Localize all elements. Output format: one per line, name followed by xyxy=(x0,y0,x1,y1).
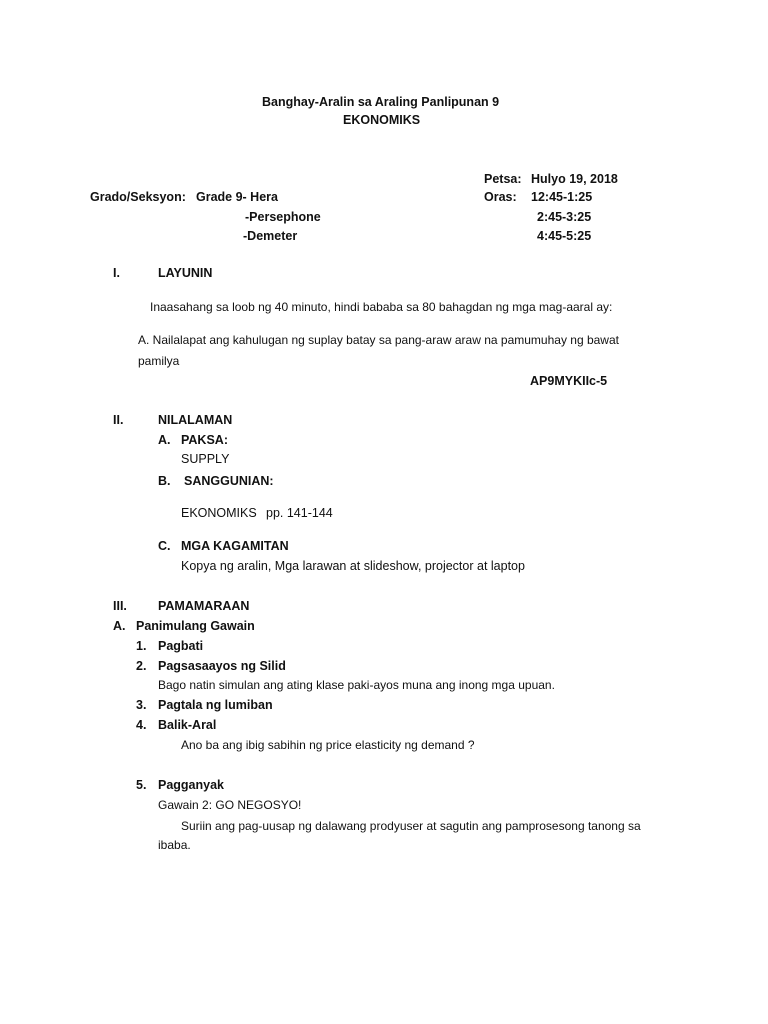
section-3-number: III. xyxy=(113,599,127,613)
sanggunian-title: SANGGUNIAN: xyxy=(184,474,274,488)
list-item-detail: Gawain 2: GO NEGOSYO! xyxy=(158,798,302,812)
list-item-detail: Ano ba ang ibig sabihin ng price elasticity ng demand ? xyxy=(181,738,475,752)
sanggunian-label: B. xyxy=(158,474,171,488)
list-item-number: 2. xyxy=(136,659,147,673)
list-item-title: Pagtala ng lumiban xyxy=(158,698,273,712)
section-demeter: -Demeter xyxy=(243,229,298,243)
section-2-number: II. xyxy=(113,413,124,427)
list-item-title: Pagsasaayos ng Silid xyxy=(158,659,286,673)
oras-label: Oras: xyxy=(484,190,517,204)
list-item-detail: Bago natin simulan ang ating klase paki-ayos muna ang inong mga upuan. xyxy=(158,678,555,692)
section-1-title: LAYUNIN xyxy=(158,266,213,280)
objective-a-line-1: A. Nailalapat ang kahulugan ng suplay batay sa pang-araw araw na pamumuhay ng bawat xyxy=(138,333,619,347)
kagamitan-title: MGA KAGAMITAN xyxy=(181,539,289,553)
section-1-intro: Inaasahang sa loob ng 40 minuto, hindi bababa sa 80 bahagdan ng mga mag-aaral ay: xyxy=(150,300,613,314)
oras-value-3: 4:45-5:25 xyxy=(537,229,592,243)
petsa-value: Hulyo 19, 2018 xyxy=(531,172,618,186)
list-item-title: Pagganyak xyxy=(158,778,225,792)
list-item-number: 3. xyxy=(136,698,147,712)
list-item-detail-line: ibaba. xyxy=(158,838,191,852)
document-title: Banghay-Aralin sa Araling Panlipunan 9 xyxy=(262,95,500,109)
section-1-number: I. xyxy=(113,266,120,280)
oras-value-1: 12:45-1:25 xyxy=(531,190,593,204)
sanggunian-book: EKONOMIKS xyxy=(181,506,257,520)
section-3-title: PAMAMARAAN xyxy=(158,599,250,613)
list-item-number: 1. xyxy=(136,639,147,653)
grado-label: Grado/Seksyon: xyxy=(90,190,186,204)
petsa-label: Petsa: xyxy=(484,172,522,186)
list-item-title: Balik-Aral xyxy=(158,718,217,732)
document-subtitle: EKONOMIKS xyxy=(343,113,421,127)
objective-a-line-2: pamilya xyxy=(138,354,180,368)
paksa-title: PAKSA: xyxy=(181,433,228,447)
paksa-value: SUPPLY xyxy=(181,452,230,466)
kagamitan-label: C. xyxy=(158,539,171,553)
list-item-detail-line: Suriin ang pag-uusap ng dalawang prodyuser at sagutin ang pamprosesong tanong sa xyxy=(181,819,641,833)
section-2-title: NILALAMAN xyxy=(158,413,233,427)
panimulang-title: Panimulang Gawain xyxy=(136,619,255,633)
sanggunian-pages: pp. 141-144 xyxy=(266,506,333,520)
grado-value: Grade 9- Hera xyxy=(196,190,278,204)
list-item-number: 5. xyxy=(136,778,147,792)
section-persephone: -Persephone xyxy=(245,210,321,224)
list-item-title: Pagbati xyxy=(158,639,204,653)
paksa-label: A. xyxy=(158,433,171,447)
kagamitan-value: Kopya ng aralin, Mga larawan at slideshow, projector at laptop xyxy=(181,559,525,573)
competency-code: AP9MYKIIc-5 xyxy=(530,374,608,388)
panimulang-label: A. xyxy=(113,619,126,633)
oras-value-2: 2:45-3:25 xyxy=(537,210,592,224)
list-item-number: 4. xyxy=(136,718,147,732)
